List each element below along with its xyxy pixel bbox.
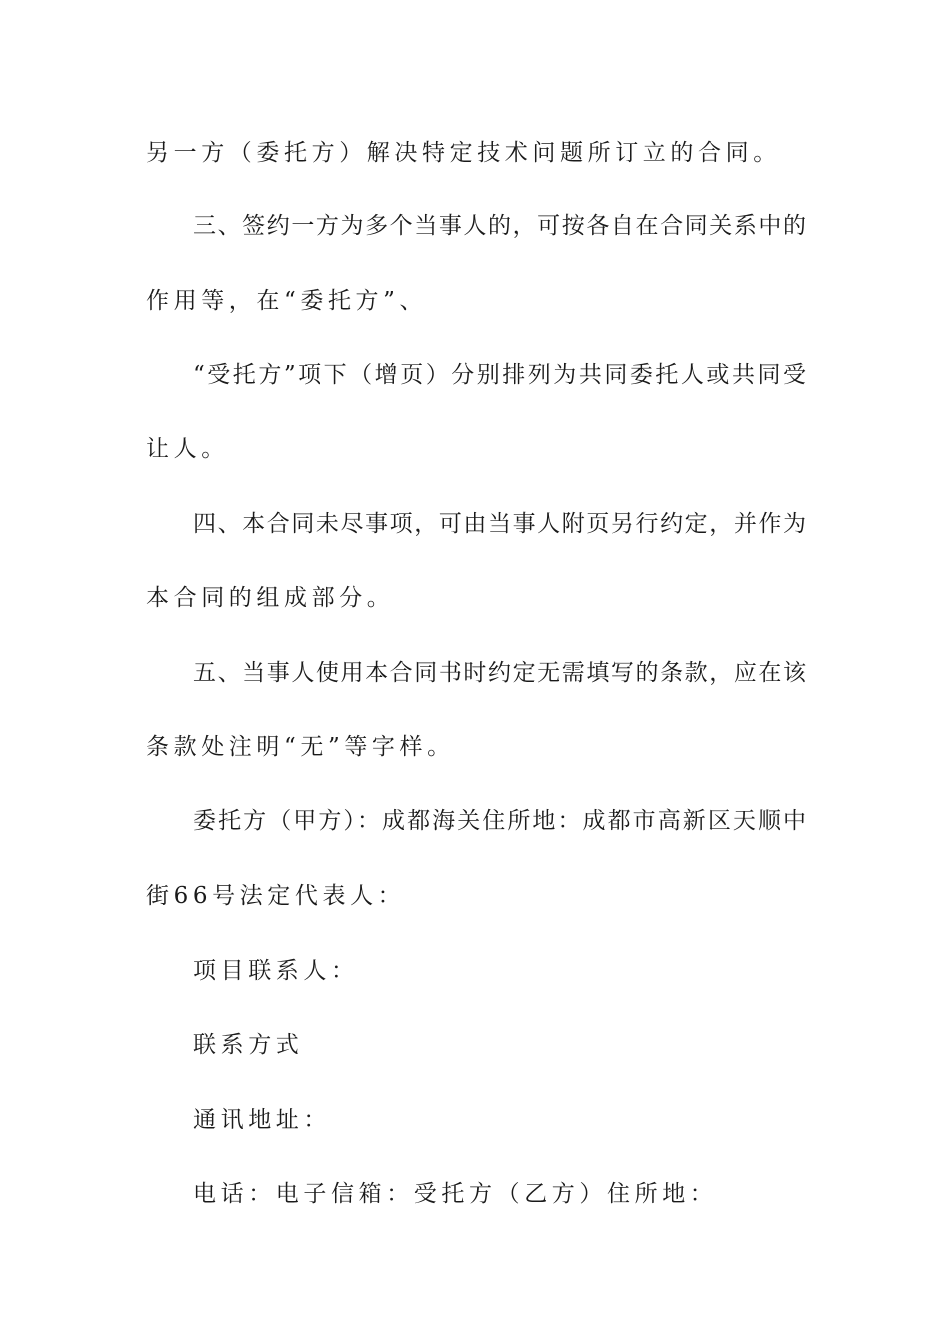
text-line-12: 项目联系人：	[193, 958, 359, 984]
text-line-3: 作用等，在“委托方”、	[146, 288, 428, 314]
text-line-5: 让人。	[146, 436, 229, 462]
text-line-10: 委托方（甲方）：成都海关住所地：成都市高新区天顺中	[193, 808, 806, 834]
text-line-8: 五、当事人使用本合同书时约定无需填写的条款，应在该	[193, 660, 806, 686]
text-line-14: 通讯地址：	[193, 1107, 331, 1133]
text-line-11: 街66号法定代表人：	[146, 883, 406, 909]
text-line-1: 另一方（委托方）解决特定技术问题所订立的合同。	[146, 140, 781, 166]
text-line-13: 联系方式	[193, 1032, 304, 1058]
text-line-15: 电话：电子信箱：受托方（乙方）住所地：	[193, 1181, 718, 1207]
text-line-7: 本合同的组成部分。	[146, 585, 395, 611]
text-line-2: 三、签约一方为多个当事人的，可按各自在合同关系中的	[193, 213, 806, 239]
text-line-4: “受托方”项下（增页）分别排列为共同委托人或共同受	[193, 362, 806, 388]
text-line-6: 四、本合同未尽事项，可由当事人附页另行约定，并作为	[193, 511, 806, 537]
text-line-9: 条款处注明“无”等字样。	[146, 734, 455, 760]
